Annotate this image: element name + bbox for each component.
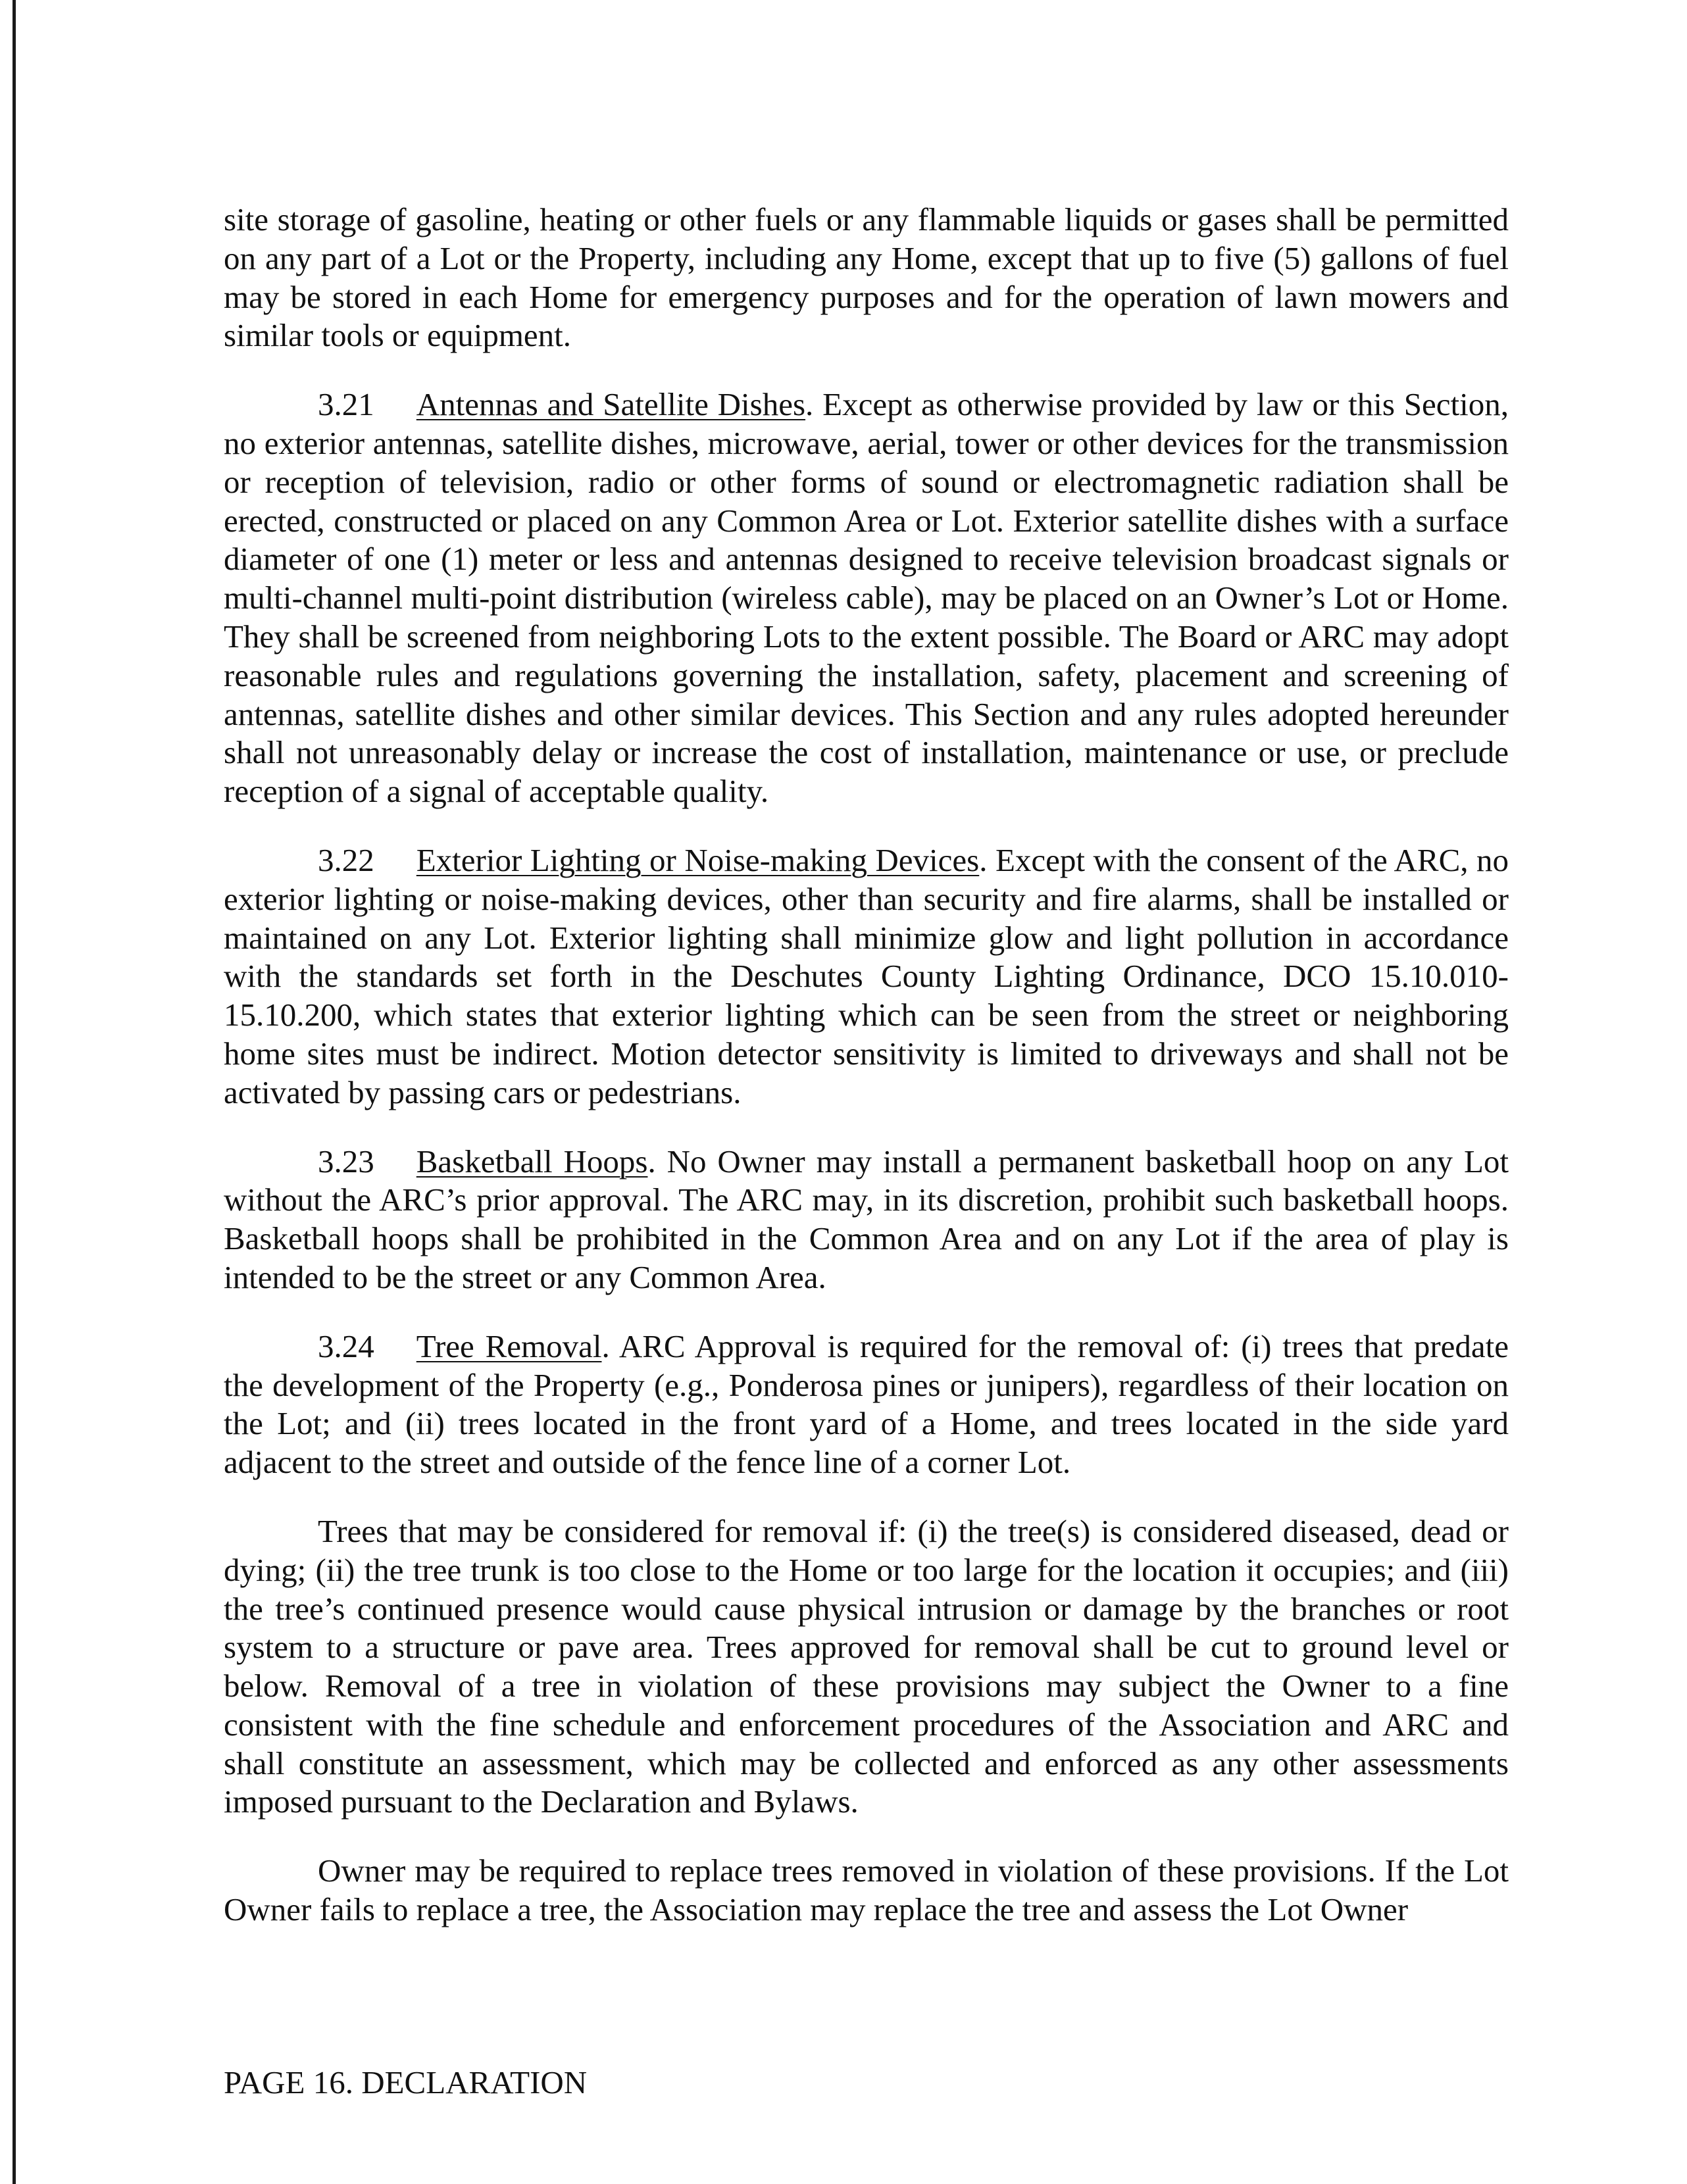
section-number: 3.23 bbox=[318, 1143, 374, 1179]
section-heading: Antennas and Satellite Dishes bbox=[416, 386, 806, 423]
section-3-24 bbox=[224, 1328, 1509, 1482]
document-body bbox=[224, 201, 1509, 1960]
section-number: 3.24 bbox=[318, 1328, 374, 1364]
page-footer: PAGE 16. DECLARATION bbox=[224, 2064, 588, 2100]
page-edge-line bbox=[13, 0, 16, 2184]
section-text: . Except as otherwise provided by law or this Section, no exterior antennas, satellite dishes, microwave, aerial, tower or other devices for the transmission or reception of television, radio or other forms of sound or electromagnetic radiation shall be erected, constructed or placed on any Common Area or Lot. Exterior satellite dishes with a surface diameter of one (1) meter or less and antennas designed to receive television broadcast signals or multi-channel multi-point distribution (wireless cable), may be placed on an Owner’s Lot or Home. They shall be screened from neighboring Lots to the extent possible. The Board or ARC may adopt reasonable rules and regulations governing the installation, safety, placement and screening of antennas, satellite dishes and other similar devices. This Section and any rules adopted hereunder shall not unreasonably delay or increase the cost of installation, maintenance or use, or preclude reception of a signal of acceptable quality. bbox=[224, 386, 1509, 810]
section-number: 3.21 bbox=[318, 386, 374, 423]
continuation-paragraph: site storage of gasoline, heating or other fuels or any flammable liquids or gases shall be permitted on any part of a Lot or the Property, including any Home, except that up to five (5) gallons of fuel may be stored in each Home for emergency purposes and for the operation of lawn mowers and similar tools or equipment. bbox=[224, 201, 1509, 354]
section-text: . ARC Approval is required for the removal of: (i) trees that predate the development of the Property (e.g., Ponderosa pines or junipers), regardless of their location on the Lot; and (ii) trees located in the front yard of a Home, and trees located in the side yard adjacent to the street and outside of the fence line of a corner Lot. bbox=[224, 1328, 1509, 1481]
section-text: . Except with the consent of the ARC, no exterior lighting or noise-making devices, other than security and fire alarms, shall be installed or maintained on any Lot. Exterior lighting shall minimize glow and light pollution in accordance with the standards set forth in the Deschutes County Lighting Ordinance, DCO 15.10.010-15.10.200, which states that exterior lighting which can be seen from the street or neighboring home sites must be indirect. Motion detector sensitivity is limited to driveways and shall not be activated by passing cars or pedestrians. bbox=[224, 841, 1509, 1110]
section-heading: Exterior Lighting or Noise-making Devices bbox=[416, 841, 980, 878]
tree-replacement-paragraph: Owner may be required to replace trees removed in violation of these provisions. If the Lot Owner fails to replace a tree, the Association may replace the tree and assess the Lot Owner bbox=[224, 1852, 1509, 1928]
section-number: 3.22 bbox=[318, 841, 374, 878]
section-3-22 bbox=[224, 841, 1509, 1112]
section-heading: Tree Removal bbox=[416, 1328, 602, 1364]
section-3-23 bbox=[224, 1143, 1509, 1297]
tree-removal-criteria-paragraph: Trees that may be considered for removal if: (i) the tree(s) is considered diseased, dead or dying; (ii) the tree trunk is too close to the Home or too large for the location it occupies; and (iii) the tree’s continued presence would cause physical intrusion or damage by the branches or root system to a structure or pave area. Trees approved for removal shall be cut to ground level or below. Removal of a tree in violation of these provisions may subject the Owner to a fine consistent with the fine schedule and enforcement procedures of the Association and ARC and shall constitute an assessment, which may be collected and enforced as any other assessments imposed pursuant to the Declaration and Bylaws. bbox=[224, 1512, 1509, 1820]
section-3-21 bbox=[224, 385, 1509, 811]
section-text: . No Owner may install a permanent basketball hoop on any Lot without the ARC’s prior approval. The ARC may, in its discretion, prohibit such basketball hoops. Basketball hoops shall be prohibited in the Common Area and on any Lot if the area of play is intended to be the street or any Common Area. bbox=[224, 1143, 1509, 1295]
section-heading: Basketball Hoops bbox=[416, 1143, 648, 1179]
